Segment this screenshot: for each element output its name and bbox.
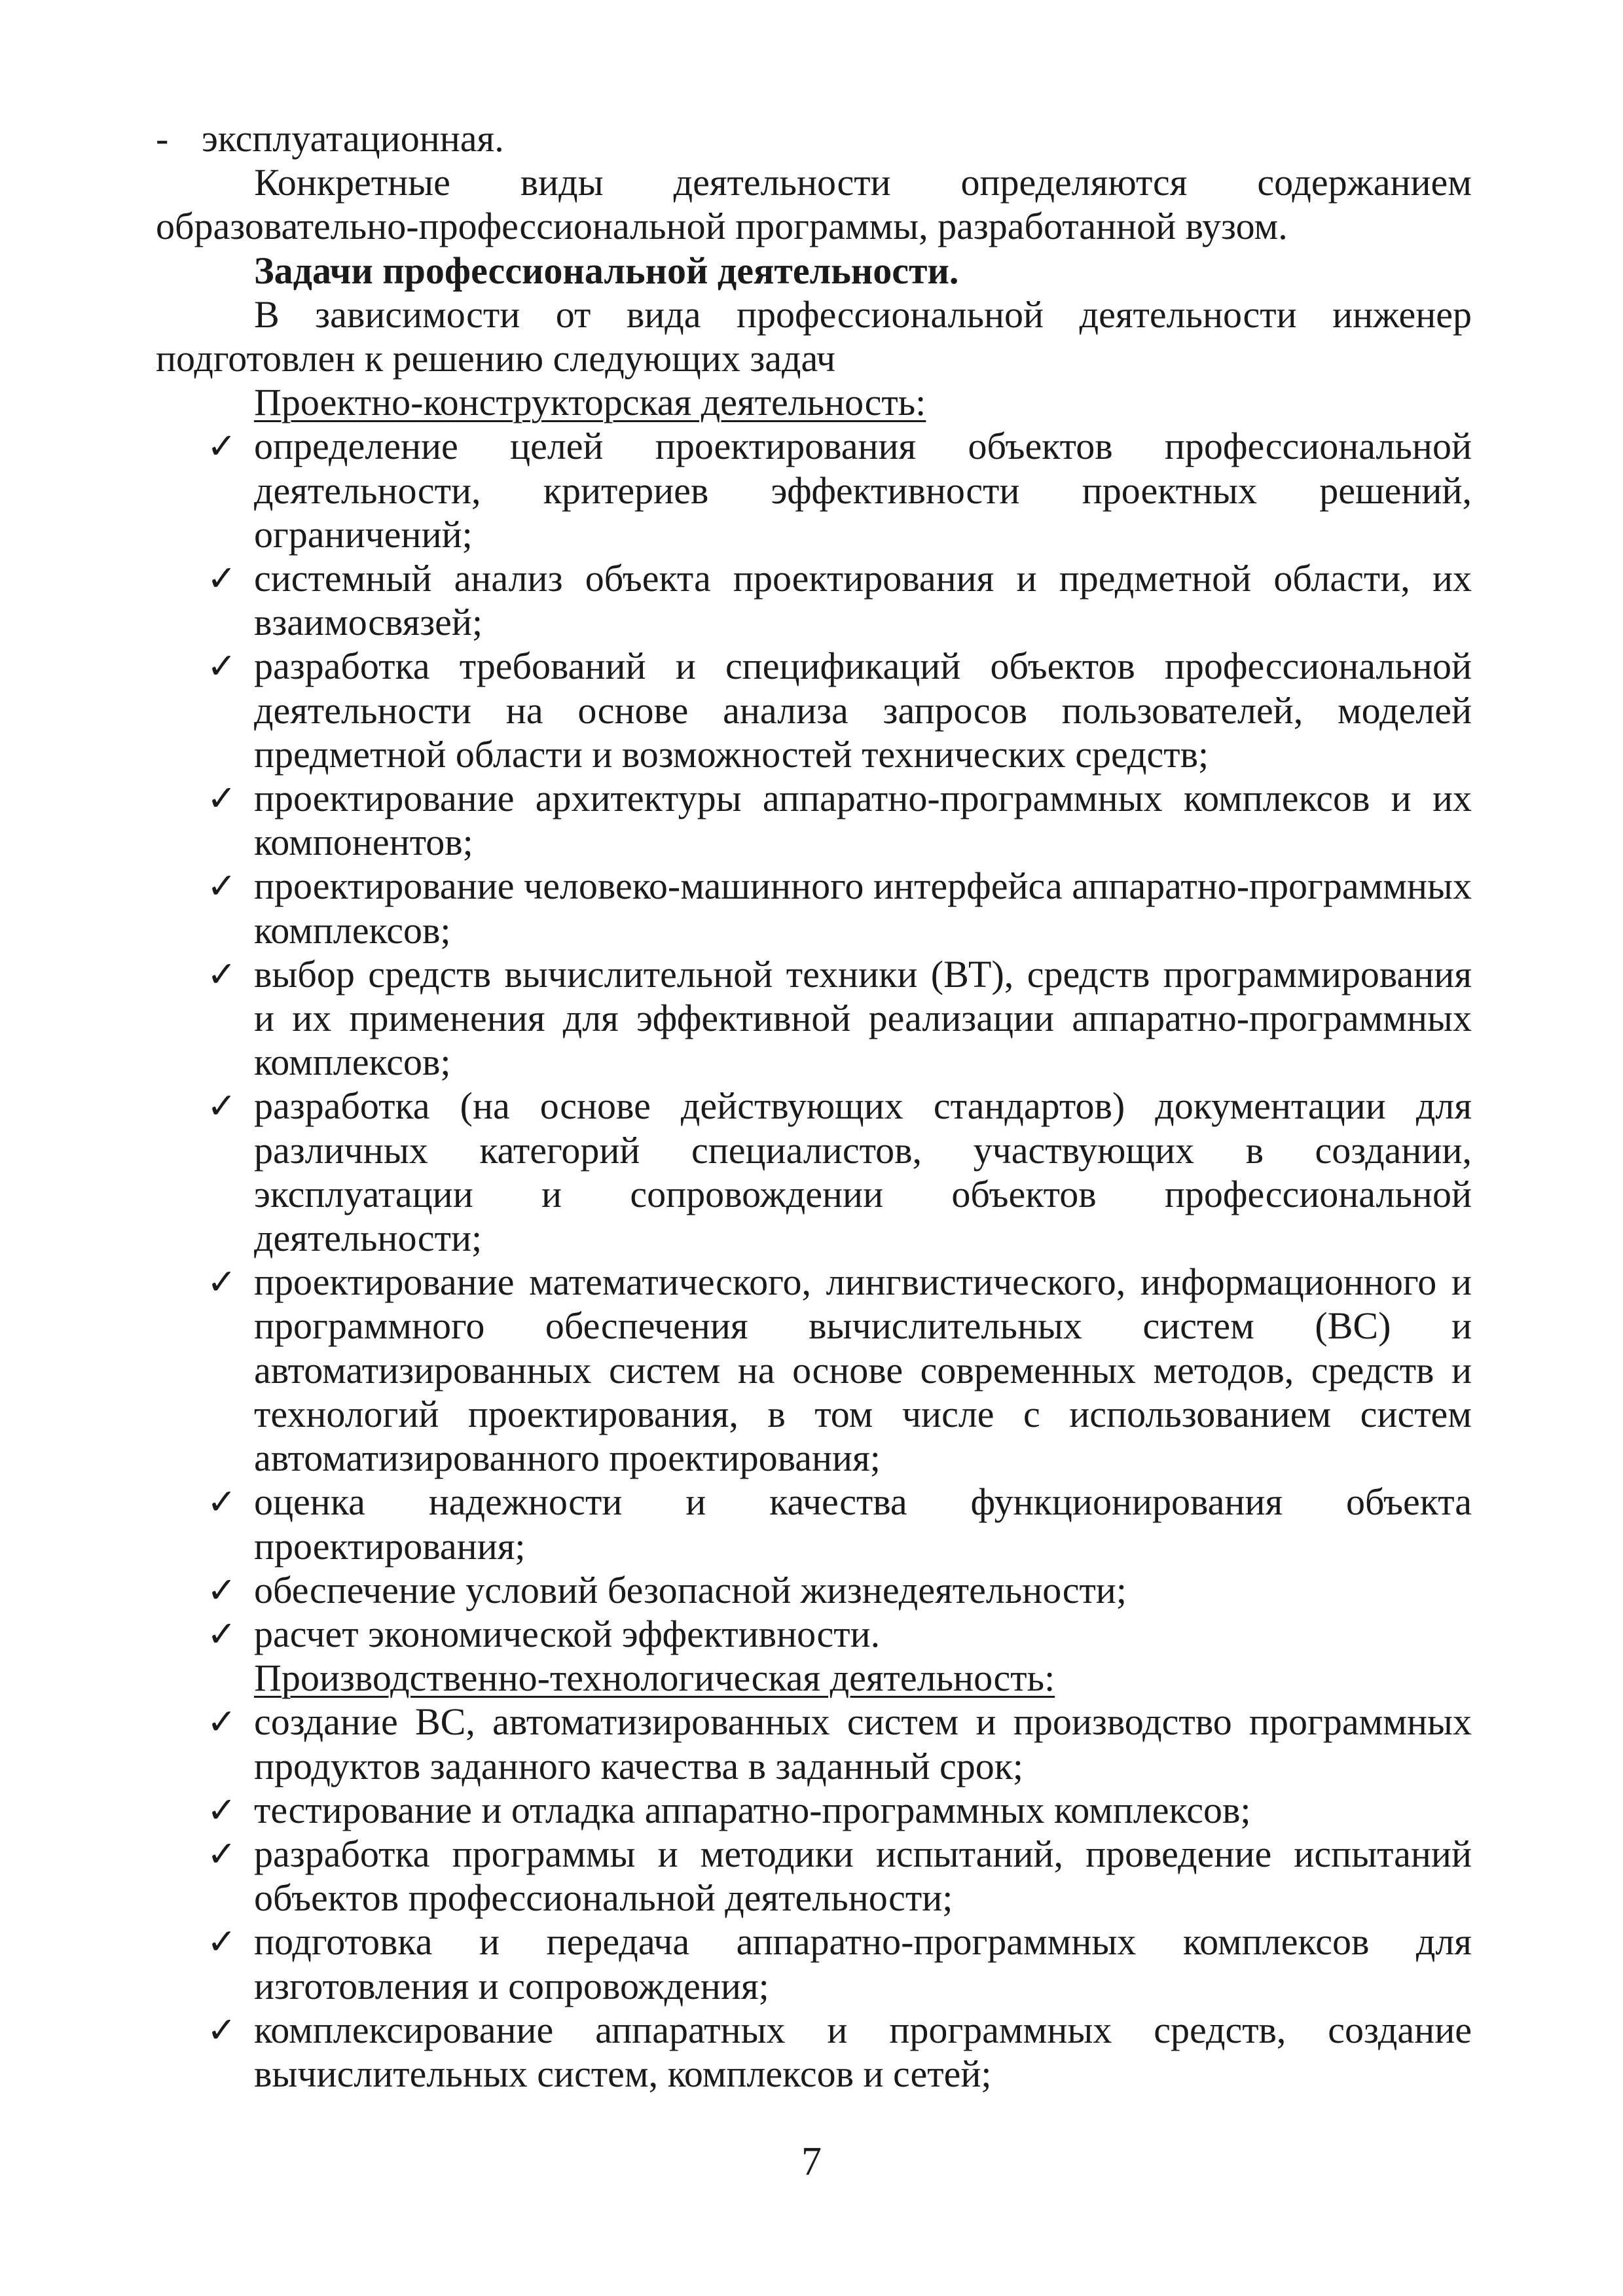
production-task-list xyxy=(156,1700,1472,2096)
check-mark-icon: ✓ xyxy=(207,1085,237,1127)
design-task-text: проектирование архитектуры аппаратно-программных комплексов и их компонентов; xyxy=(254,777,1472,864)
production-task-item xyxy=(156,2008,1472,2096)
check-mark-icon: ✓ xyxy=(207,2009,237,2051)
check-mark-icon: ✓ xyxy=(207,865,237,907)
check-mark-icon: ✓ xyxy=(207,1569,237,1611)
tasks-paragraph: В зависимости от вида профессиональной деятельности инженер подготовлен к решению следующих задач xyxy=(156,293,1472,380)
tasks-heading: Задачи профессиональной деятельности. xyxy=(254,249,959,292)
check-mark-icon: ✓ xyxy=(207,1701,237,1743)
check-mark-icon: ✓ xyxy=(207,558,237,600)
design-task-text: обеспечение условий безопасной жизнедеятельности; xyxy=(254,1568,1127,1611)
document-page xyxy=(156,117,1472,2096)
production-task-text: создание ВС, автоматизированных систем и производство программных продуктов заданного качества в заданный срок; xyxy=(254,1700,1472,1787)
design-task-item xyxy=(156,1084,1472,1260)
production-task-text: тестирование и отладка аппаратно-программных комплексов; xyxy=(254,1788,1251,1831)
design-task-text: выбор средств вычислительной техники (ВТ), средств программирования и их применения для эффективной реализации аппаратно-программных комплексов; xyxy=(254,952,1472,1084)
dash-marker: - xyxy=(156,117,169,160)
design-task-text: системный анализ объекта проектирования и предметной области, их взаимосвязей; xyxy=(254,557,1472,644)
design-task-text: разработка (на основе действующих стандартов) документации для различных категорий специалистов, участвующих в создании, эксплуатации и сопровождении объектов профессиональной деятельности; xyxy=(254,1085,1472,1260)
design-task-item xyxy=(156,952,1472,1085)
check-mark-icon: ✓ xyxy=(207,1921,237,1963)
design-task-text: разработка требований и спецификаций объектов профессиональной деятельности на основе анализа запросов пользователей, моделей предметной области и возможностей технических средств; xyxy=(254,645,1472,776)
production-task-item xyxy=(156,1700,1472,1787)
production-task-item xyxy=(156,1920,1472,2007)
dash-list-item xyxy=(156,117,1472,160)
check-mark-icon: ✓ xyxy=(207,1789,237,1831)
design-task-item xyxy=(156,776,1472,864)
production-task-item xyxy=(156,1832,1472,1920)
production-section-title: Производственно-технологическая деятельность: xyxy=(254,1657,1055,1700)
design-task-text: проектирование человеко-машинного интерфейса аппаратно-программных комплексов; xyxy=(254,865,1472,952)
design-task-item xyxy=(156,1612,1472,1656)
design-task-text: определение целей проектирования объектов профессиональной деятельности, критериев эффективности проектных решений, ограничений; xyxy=(254,425,1472,556)
check-mark-icon: ✓ xyxy=(207,1613,237,1655)
production-task-text: разработка программы и методики испытаний, проведение испытаний объектов профессиональной деятельности; xyxy=(254,1832,1472,1920)
production-task-text: комплексирование аппаратных и программных средств, создание вычислительных систем, комплексов и сетей; xyxy=(254,2008,1472,2095)
check-mark-icon: ✓ xyxy=(207,1481,237,1523)
design-task-item xyxy=(156,864,1472,952)
check-mark-icon: ✓ xyxy=(207,778,237,819)
design-task-item xyxy=(156,1480,1472,1568)
design-task-item xyxy=(156,424,1472,556)
check-mark-icon: ✓ xyxy=(207,425,237,467)
design-task-item xyxy=(156,1568,1472,1612)
check-mark-icon: ✓ xyxy=(207,953,237,995)
page-number: 7 xyxy=(801,2140,822,2184)
design-task-item xyxy=(156,556,1472,644)
design-task-item xyxy=(156,644,1472,776)
design-task-list xyxy=(156,424,1472,1656)
design-task-text: оценка надежности и качества функционирования объекта проектирования; xyxy=(254,1480,1472,1568)
design-task-text: проектирование математического, лингвистического, информационного и программного обеспечения вычислительных систем (ВС) и автоматизированных систем на основе современных методов, средств и технологий проектирования, в том числе с использованием систем автоматизированного проектирования; xyxy=(254,1261,1472,1480)
dash-list-item-text: эксплуатационная. xyxy=(202,117,504,160)
production-task-text: подготовка и передача аппаратно-программных комплексов для изготовления и сопровождения; xyxy=(254,1920,1472,2007)
design-task-item xyxy=(156,1260,1472,1480)
check-mark-icon: ✓ xyxy=(207,1833,237,1874)
production-task-item xyxy=(156,1788,1472,1832)
check-mark-icon: ✓ xyxy=(207,645,237,687)
design-section-title: Проектно-конструкторская деятельность: xyxy=(254,381,926,424)
check-mark-icon: ✓ xyxy=(207,1261,237,1303)
design-task-text: расчет экономической эффективности. xyxy=(254,1612,881,1655)
intro-paragraph: Конкретные виды деятельности определяются содержанием образовательно-профессиональной программы, разработанной вузом. xyxy=(156,161,1472,248)
